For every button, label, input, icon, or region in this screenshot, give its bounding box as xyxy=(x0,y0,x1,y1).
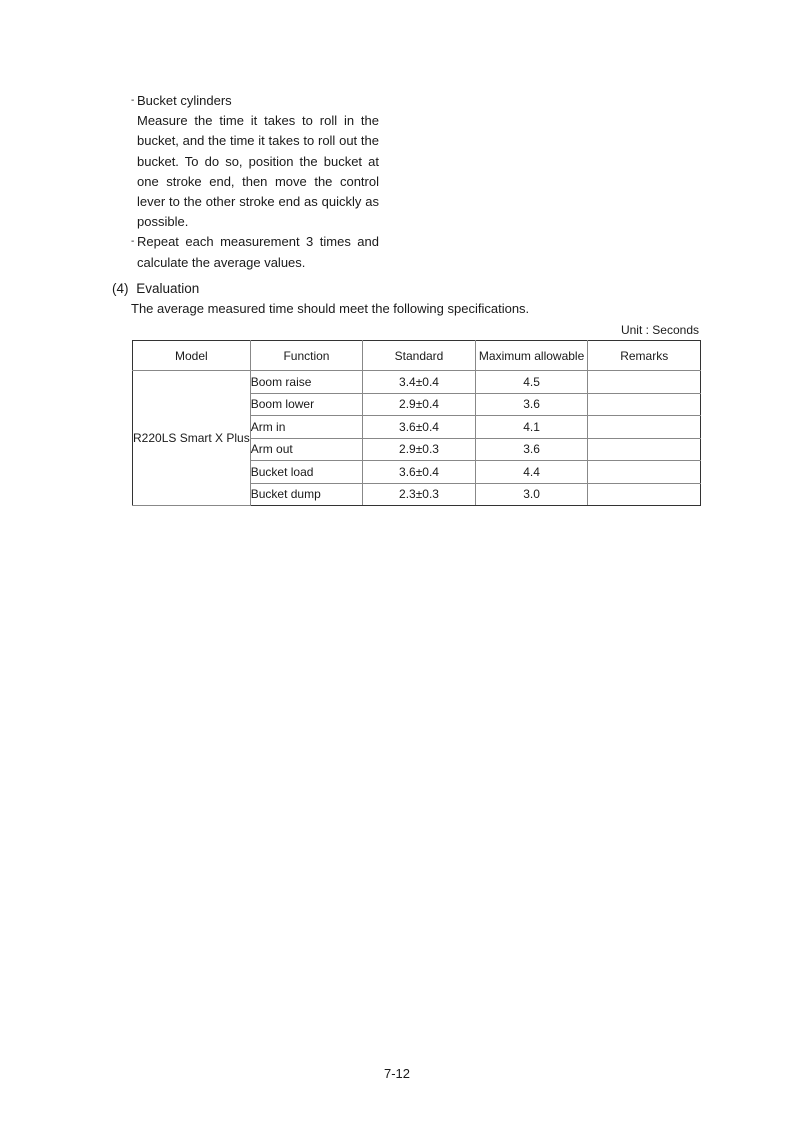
table-row xyxy=(133,371,701,394)
function-cell: Bucket dump xyxy=(250,483,363,506)
remarks-cell xyxy=(588,416,701,439)
header-maximum-allowable: Maximum allowable xyxy=(475,341,588,371)
standard-cell: 2.3±0.3 xyxy=(363,483,476,506)
section-title: Evaluation xyxy=(136,281,200,296)
bullet-title: Bucket cylinders xyxy=(137,93,232,108)
remarks-cell xyxy=(588,483,701,506)
section-number: (4) xyxy=(112,281,129,296)
header-standard: Standard xyxy=(363,341,476,371)
max-cell: 4.4 xyxy=(475,461,588,484)
standard-cell: 3.6±0.4 xyxy=(363,461,476,484)
max-cell: 3.6 xyxy=(475,438,588,461)
remarks-cell xyxy=(588,371,701,394)
remarks-cell xyxy=(588,461,701,484)
bullet-mark: - xyxy=(131,95,135,106)
remarks-cell xyxy=(588,438,701,461)
specification-table xyxy=(132,340,701,506)
bullet-item-bucket-cylinders xyxy=(131,91,379,111)
function-cell: Boom lower xyxy=(250,393,363,416)
standard-cell: 3.6±0.4 xyxy=(363,416,476,439)
function-cell: Arm in xyxy=(250,416,363,439)
max-cell: 3.0 xyxy=(475,483,588,506)
remarks-cell xyxy=(588,393,701,416)
unit-label: Unit : Seconds xyxy=(620,323,699,337)
max-cell: 4.5 xyxy=(475,371,588,394)
standard-cell: 2.9±0.3 xyxy=(363,438,476,461)
standard-cell: 2.9±0.4 xyxy=(363,393,476,416)
bullet-item-repeat xyxy=(131,232,379,272)
function-cell: Boom raise xyxy=(250,371,363,394)
header-function: Function xyxy=(250,341,363,371)
max-cell: 4.1 xyxy=(475,416,588,439)
standard-cell: 3.4±0.4 xyxy=(363,371,476,394)
function-cell: Bucket load xyxy=(250,461,363,484)
model-cell: R220LS Smart X Plus xyxy=(133,371,251,506)
bullet-paragraph: Repeat each measurement 3 times and calculate the average values. xyxy=(137,234,379,270)
header-remarks: Remarks xyxy=(588,341,701,371)
max-cell: 3.6 xyxy=(475,393,588,416)
function-cell: Arm out xyxy=(250,438,363,461)
section-heading xyxy=(112,281,199,296)
bullet-paragraph: Measure the time it takes to roll in the bucket, and the time it takes to roll out the bucket. To do so, position the bucket at one stroke end, then move the control lever to the other stroke end as quickly as possible. xyxy=(137,113,379,230)
section-intro: The average measured time should meet the following specifications. xyxy=(131,301,530,316)
bullet-mark: - xyxy=(131,236,135,248)
page-number: 7-12 xyxy=(383,1066,411,1081)
header-model: Model xyxy=(133,341,251,371)
table-header-row xyxy=(133,341,701,371)
bullet-list xyxy=(131,91,379,273)
